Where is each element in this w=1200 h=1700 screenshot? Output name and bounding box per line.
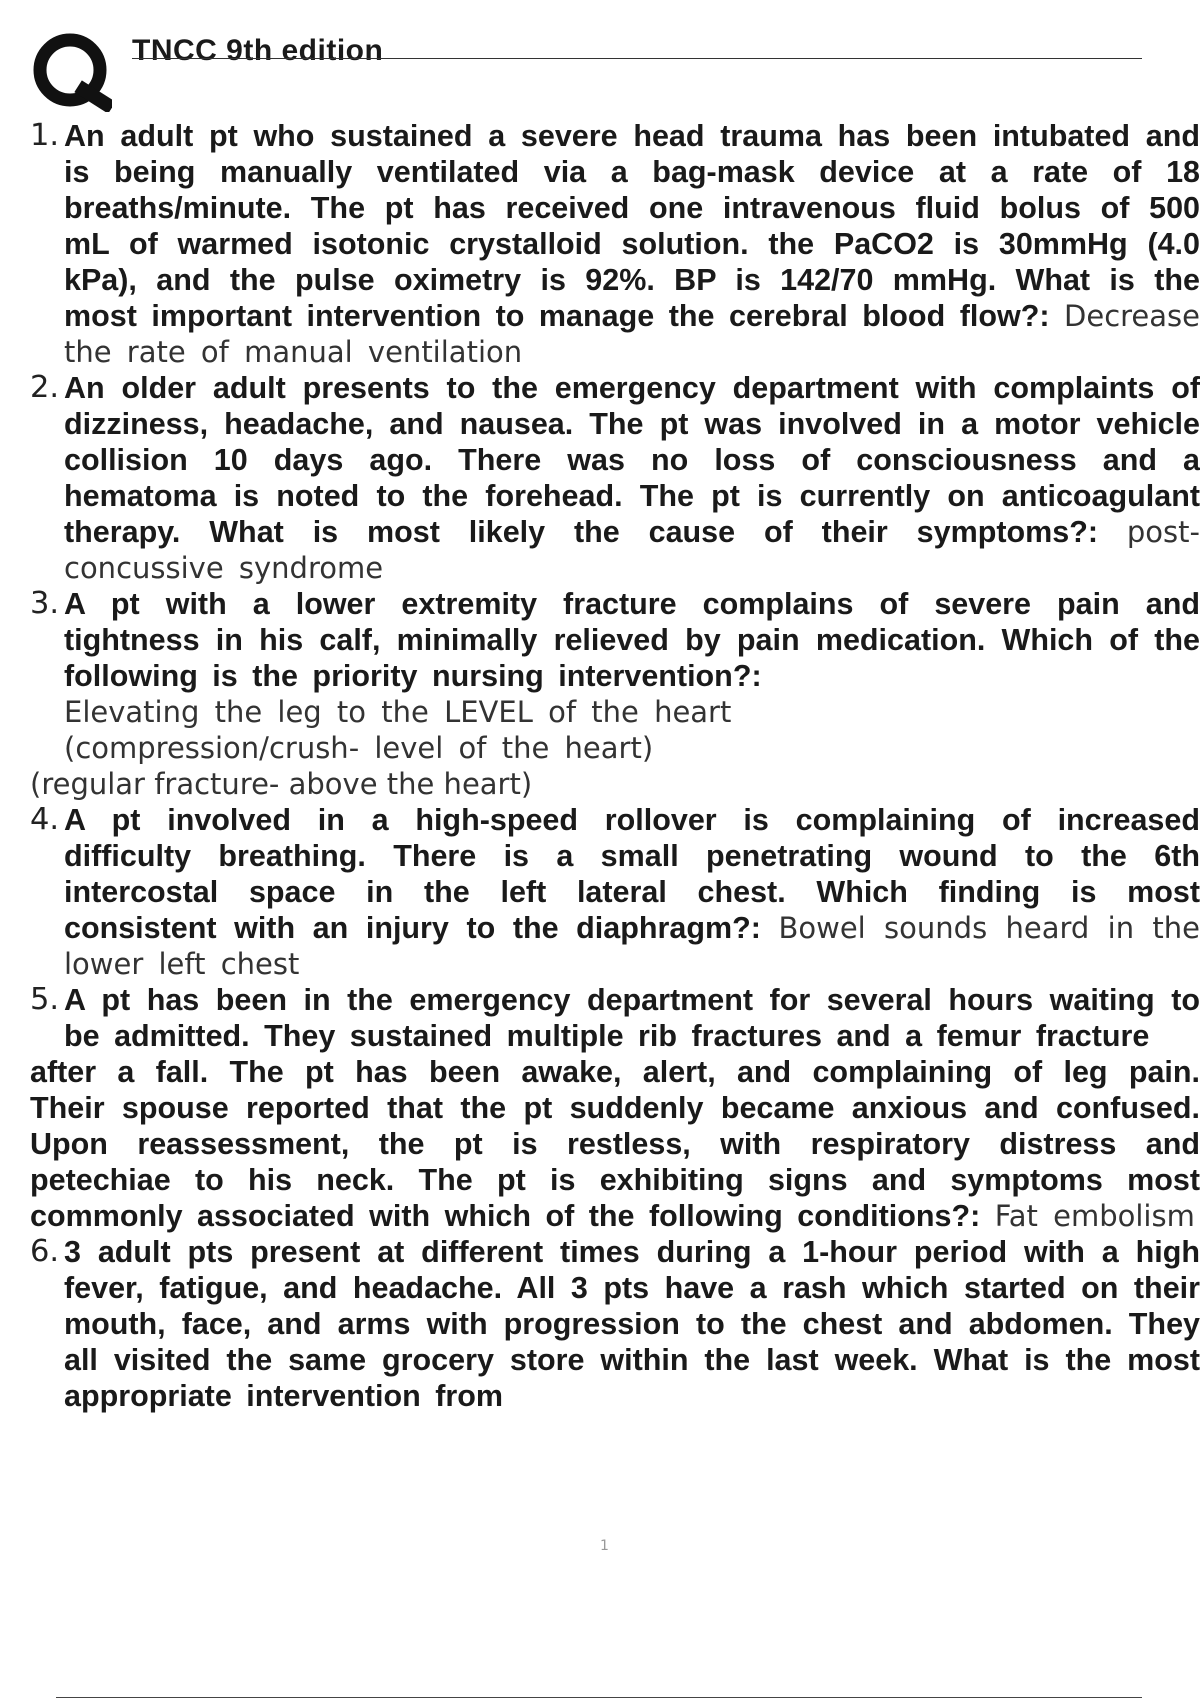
answer-text: Bowel sounds heard in the lower left chest [64, 911, 1200, 981]
item-body [64, 982, 1200, 1054]
document-title: TNCC 9th edition [132, 34, 384, 67]
question-text: A pt involved in a high-speed rollover is complaining of increased difficulty breathing. There is a small penetrating wound to the 6th intercostal space in the left lateral chest. Which finding is most consistent with an injury to the diaphragm?: [64, 803, 1200, 945]
item-body [64, 1234, 1200, 1414]
list-item [30, 802, 1200, 982]
item-number: 5. [30, 982, 60, 1017]
item-body [64, 370, 1200, 586]
page-number: 1 [600, 1538, 609, 1554]
answer-note: (compression/crush- level of the heart) [64, 731, 654, 765]
question-text: 3 adult pts present at different times during a 1-hour period with a high fever, fatigue, and headache. All 3 pts have a rash which started on their mouth, face, and arms with progression to the chest and abdomen. They all visited the same grocery store within the last week. What is the most appropriate intervention from [64, 1235, 1200, 1413]
flashcard-list [30, 118, 1200, 1414]
answer-text: post-concussive syndrome [64, 515, 1200, 585]
footer-divider [56, 1697, 1142, 1698]
question-text: An older adult presents to the emergency department with complaints of dizziness, headache, and nausea. The pt was involved in a motor vehicle collision 10 days ago. There was no loss of consciousness and a hematoma is noted to the forehead. The pt is currently on anticoagulant therapy. What is most likely the cause of their symptoms?: [64, 371, 1200, 549]
item-number: 3. [30, 586, 60, 621]
item-number: 4. [30, 802, 60, 837]
question-text: A pt has been in the emergency department for several hours waiting to be admitted. They sustained multiple rib fractures and a femur fracture [64, 983, 1200, 1053]
header-divider [132, 58, 1142, 59]
list-item [30, 586, 1200, 766]
item-number: 2. [30, 370, 60, 405]
question-text: A pt with a lower extremity fracture complains of severe pain and tightness in his calf, minimally relieved by pain medication. Which of the following is the priority nursing intervention?: [64, 587, 1200, 693]
question-text: An adult pt who sustained a severe head trauma has been intubated and is being manually ventilated via a bag-mask device at a rate of 18 breaths/minute. The pt has received one intravenous fluid bolus of 500 mL of warmed isotonic crystalloid solution. the PaCO2 is 30mmHg (4.0 kPa), and the pulse oximetry is 92%. BP is 142/70 mmHg. What is the most important intervention to manage the cerebral blood flow?: [64, 119, 1200, 333]
item-body [64, 118, 1200, 370]
quizlet-logo-icon [32, 32, 112, 112]
list-item [30, 370, 1200, 586]
item-body [64, 802, 1200, 982]
item-number: 6. [30, 1234, 60, 1269]
list-item [30, 982, 1200, 1054]
item-number: 1. [30, 118, 60, 153]
item-body-continued [30, 1054, 1200, 1234]
item-body [64, 586, 1200, 766]
answer-note: (regular fracture- above the heart) [30, 767, 533, 801]
list-item [30, 118, 1200, 370]
question-text-continued: after a fall. The pt has been awake, alert, and complaining of leg pain. Their spouse reported that the pt suddenly became anxious and confused. Upon reassessment, the pt is restless, with respiratory distress and petechiae to his neck. The pt is exhibiting signs and symptoms most commonly associated with which of the following conditions?: [30, 1055, 1200, 1233]
list-item [30, 1234, 1200, 1414]
answer-text: Elevating the leg to the LEVEL of the heart [64, 695, 732, 729]
answer-text: Fat embolism [994, 1199, 1195, 1233]
answer-text: Decrease the rate of manual ventilation [64, 299, 1200, 369]
